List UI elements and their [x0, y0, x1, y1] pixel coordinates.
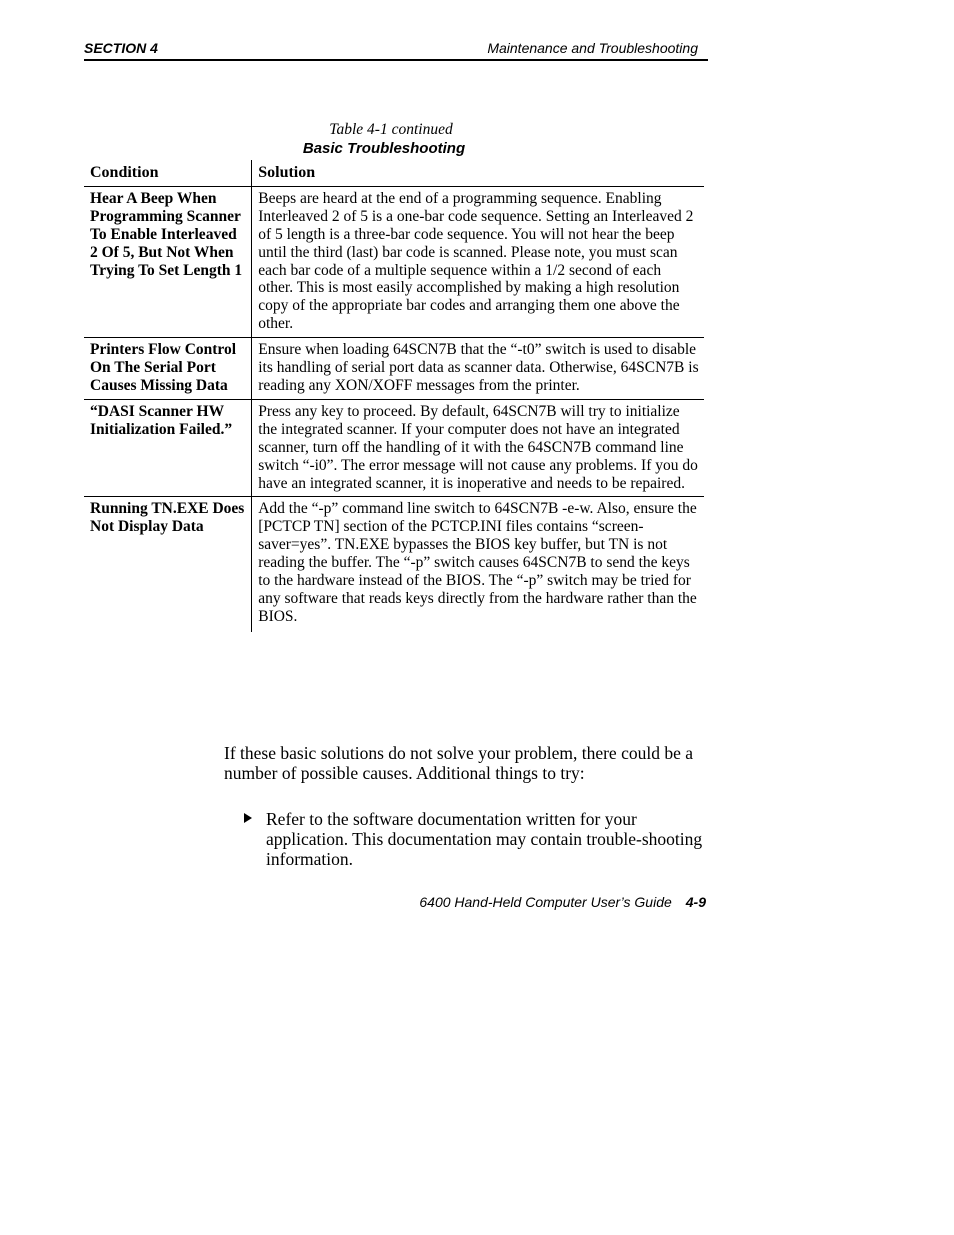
guide-title: 6400 Hand-Held Computer User’s Guide	[419, 894, 672, 910]
page-header	[84, 38, 708, 61]
page-number: 4-9	[685, 894, 706, 910]
chapter-title: Maintenance and Troubleshooting	[487, 40, 698, 56]
condition-cell: Hear A Beep When Programming Scanner To Enable Interleaved 2 Of 5, But Not When Trying To Set Length 1	[84, 186, 252, 337]
table-row	[84, 497, 704, 632]
solution-cell: Beeps are heard at the end of a programming sequence. Enabling Interleaved 2 of 5 is a one-bar code sequence. Setting an Interleaved 2 of 5 length is a three-bar code sequence. You will not hear the beep until the third (last) bar code is scanned. Please note, you must scan each bar code of a multiple sequence within a 1/2 second of each other. This is most easily accomplished by making a high resolution copy of the appropriate bar codes and arranging them one above the other.	[252, 186, 704, 337]
troubleshooting-table	[84, 160, 704, 632]
solution-cell: Press any key to proceed. By default, 64SCN7B will try to initialize the integrated scanner. If your computer does not have an integrated scanner, turn off the handling of it with the 64SCN7B command line switch “-i0”. The error message will not cause any problems. If you do have an integrated scanner, it is inoperative and needs to be repaired.	[252, 399, 704, 497]
column-header-condition: Condition	[84, 160, 252, 186]
solution-cell: Ensure when loading 64SCN7B that the “-t0” switch is used to disable its handling of serial port data as scanner data. Otherwise, 64SCN7B is reading any XON/XOFF messages from the printer.	[252, 338, 704, 400]
bullet-list-item	[244, 809, 706, 869]
table-header-row	[84, 160, 704, 186]
table-row	[84, 399, 704, 497]
body-paragraph: If these basic solutions do not solve your problem, there could be a number of possible causes. Additional things to try:	[224, 743, 693, 783]
solution-cell: Add the “-p” command line switch to 64SCN7B -e-w. Also, ensure the [PCTCP TN] section of the PCTCP.INI files contains “screen-saver=yes”. TN.EXE bypasses the BIOS key buffer, but TN is not reading the buffer. The “-p” switch causes 64SCN7B to send the keys to the hardware instead of the BIOS. The “-p” switch may be tried for any software that reads keys directly from the hardware rather than the BIOS.	[258, 500, 697, 625]
column-header-solution: Solution	[252, 160, 704, 186]
condition-cell: Running TN.EXE Does Not Display Data	[84, 497, 252, 632]
bullet-arrow-icon	[244, 813, 252, 823]
table-number: Table 4-1 continued	[329, 121, 453, 138]
table-row	[84, 338, 704, 400]
bullet-text: Refer to the software documentation written for your application. This documentation may contain trouble-shooting information.	[266, 809, 703, 869]
condition-cell: “DASI Scanner HW Initialization Failed.”	[84, 399, 252, 497]
table-title: Basic Troubleshooting	[302, 140, 466, 157]
table-row	[84, 186, 704, 337]
condition-cell: Printers Flow Control On The Serial Port Causes Missing Data	[84, 338, 252, 400]
table-caption	[84, 120, 698, 158]
section-label: SECTION 4	[84, 40, 158, 56]
page-footer	[84, 894, 706, 910]
